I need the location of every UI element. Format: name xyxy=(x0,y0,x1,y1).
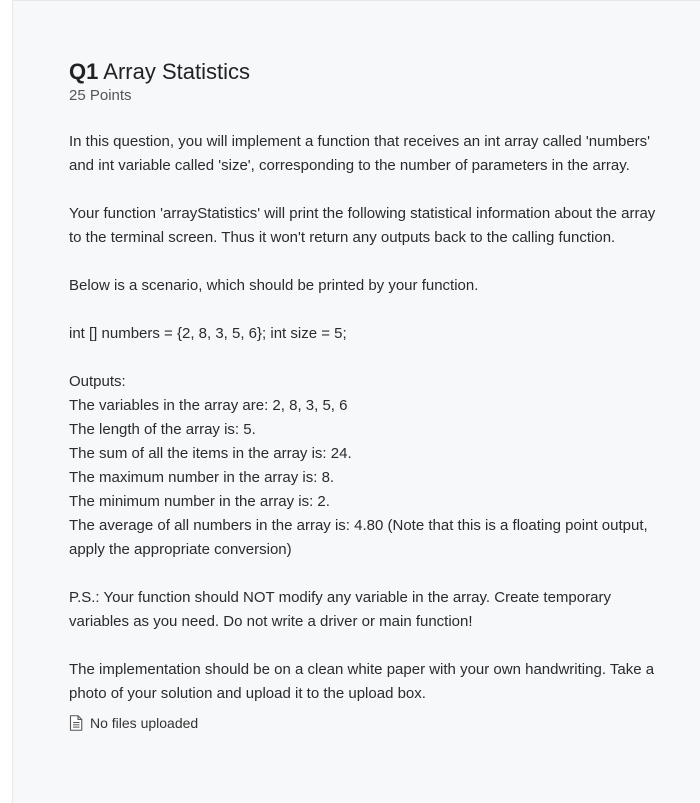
output-line: The average of all numbers in the array is: 4.80 (Note that this is a floating point output, apply the appropriate conversion) xyxy=(69,517,648,558)
upload-status-text: No files uploaded xyxy=(90,715,199,731)
output-line: The variables in the array are: 2, 8, 3, 5, 6 xyxy=(69,397,348,414)
question-title-text: Array Statistics xyxy=(103,59,250,84)
question-number: Q1 xyxy=(69,59,99,84)
question-body xyxy=(69,130,659,706)
ps-note: P.S.: Your function should NOT modify any variable in the array. Create temporary variables as you need. Do not write a driver or main function! xyxy=(69,589,611,630)
question-title xyxy=(69,58,659,86)
file-icon xyxy=(69,715,83,731)
scenario-intro: Below is a scenario, which should be printed by your function. xyxy=(69,277,479,294)
implementation-note: The implementation should be on a clean white paper with your own handwriting. Take a photo of your solution and upload it to the upload box. xyxy=(69,661,655,702)
intro-paragraph: In this question, you will implement a function that receives an int array called 'numbers' and int variable called 'size', corresponding to the number of parameters in the array. xyxy=(69,133,651,174)
question-points: 25 Points xyxy=(69,87,132,104)
code-example: int [] numbers = {2, 8, 3, 5, 6}; int size = 5; xyxy=(69,325,347,342)
output-line: The sum of all the items in the array is: 24. xyxy=(69,445,352,462)
function-description: Your function 'arrayStatistics' will print the following statistical information about the array to the terminal screen. Thus it won't return any outputs back to the calling function. xyxy=(69,205,656,246)
outputs-label: Outputs: xyxy=(69,373,126,390)
upload-status xyxy=(69,714,659,732)
question-content xyxy=(69,58,659,732)
question-panel xyxy=(12,0,700,803)
output-line: The length of the array is: 5. xyxy=(69,421,256,438)
output-line: The minimum number in the array is: 2. xyxy=(69,493,330,510)
output-line: The maximum number in the array is: 8. xyxy=(69,469,335,486)
